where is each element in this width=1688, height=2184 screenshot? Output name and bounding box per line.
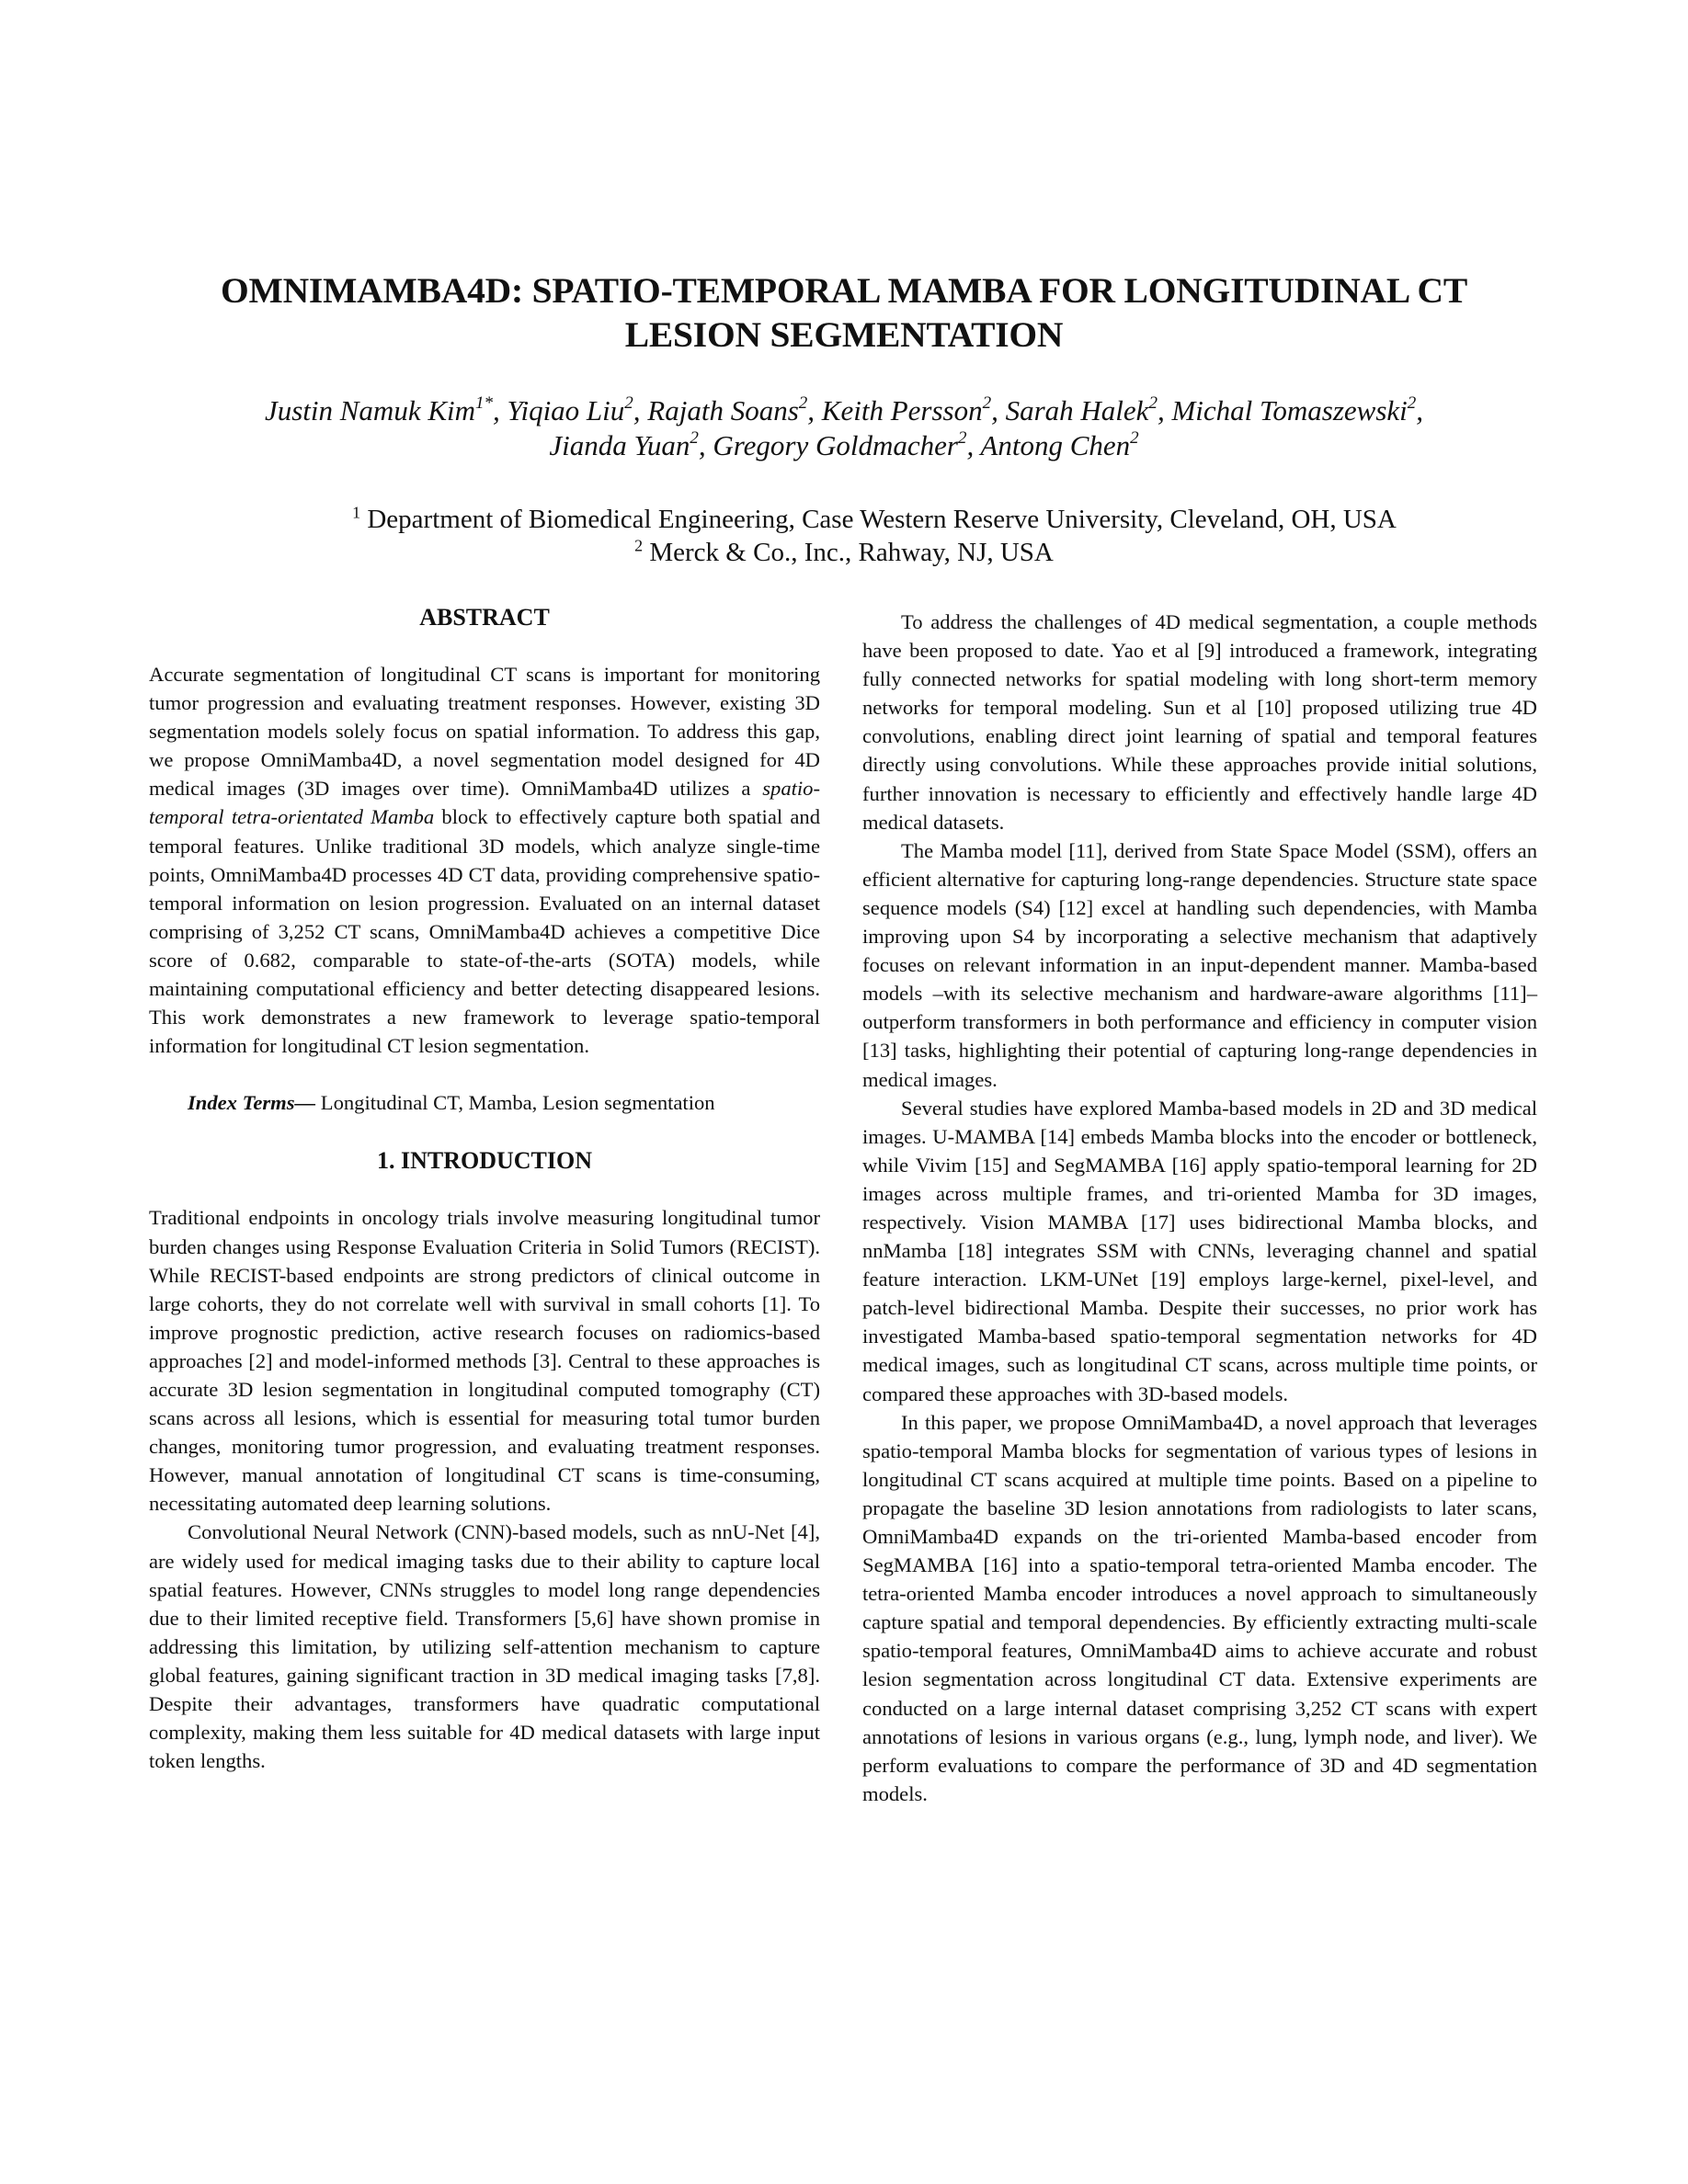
affiliation-1	[138, 503, 1550, 536]
affiliation-text: Department of Biomedical Engineering, Case Western Reserve University, Cleveland, OH, USA	[360, 505, 1397, 534]
author-affil-mark: 2	[1407, 392, 1417, 413]
author-affil-mark: 2	[1130, 427, 1139, 448]
paper-title	[138, 268, 1550, 357]
introduction-heading: 1. INTRODUCTION	[376, 1147, 593, 1175]
intro-paragraph-4: The Mamba model [11], derived from State Space Model (SSM), offers an efficient alternative for capturing long-range dependencies. Structure state space sequence models (S4) [12] excel at handling such dependencies, with Mamba improving upon S4 by incorporating a selective mechanism that adaptively focuses on relevant information in an input-dependent manner. Mamba-based models –with its selective mechanism and hardware-aware algorithms [11]– outperform transformers in both performance and efficiency in computer vision [13] tasks, highlighting their potential of capturing long-range dependencies in medical images.	[862, 838, 1537, 1091]
author-separator: ,	[966, 429, 981, 461]
author-affil-mark: 1*	[475, 392, 494, 413]
authors-line-1	[138, 393, 1550, 428]
intro-paragraph-1: Traditional endpoints in oncology trials involve measuring longitudinal tumor burden changes using Response Evaluation Criteria in Solid Tumors (RECIST). While RECIST-based endpoints are strong predictors of clinical outcome in large cohorts, they do not correlate well with survival in small cohorts [1]. To improve prognostic prediction, active research focuses on radiomics-based approaches [2] and model-informed methods [3]. Central to these approaches is accurate 3D lesion segmentation in longitudinal computed tomography (CT) scans across all lesions, which is essential for measuring total tumor burden changes, monitoring tumor progression, and evaluating treatment responses. However, manual annotation of longitudinal CT scans is time-consuming, necessitating automated deep learning solutions.	[149, 1206, 820, 1516]
author-separator: ,	[1157, 394, 1172, 427]
author-affil-mark: 2	[1148, 392, 1158, 413]
author-name: Yiqiao Liu	[507, 394, 625, 427]
author-name: Keith Persson	[821, 394, 983, 427]
author-name: Sarah Halek	[1005, 394, 1149, 427]
author-list	[138, 393, 1550, 463]
affiliation-text: Merck & Co., Inc., Rahway, NJ, USA	[643, 538, 1054, 567]
author-separator: ,	[991, 394, 1006, 427]
author-name: Justin Namuk Kim	[264, 394, 476, 427]
affiliation-number: 2	[634, 536, 644, 555]
authors-line-2	[138, 428, 1550, 463]
author-affil-mark: 2	[690, 427, 699, 448]
author-name: Rajath Soans	[647, 394, 799, 427]
abstract-text: Accurate segmentation of longitudinal CT scans is important for monitoring tumor progression and evaluating treatment responses. However, existing 3D segmentation models solely focus on spatial information. To address this gap, we propose OmniMamba4D, a novel segmentation model designed for 4D medical images (3D images over time). OmniMamba4D utilizes a	[149, 663, 820, 801]
affiliation-2	[138, 536, 1550, 569]
abstract-body	[149, 660, 820, 1060]
author-separator: ,	[633, 394, 648, 427]
author-affil-mark: 2	[982, 392, 992, 413]
author-affil-mark: 2	[957, 427, 967, 448]
index-terms	[149, 1088, 820, 1117]
author-name: Gregory Goldmacher	[713, 429, 958, 461]
author-affil-mark: 2	[798, 392, 808, 413]
index-terms-label: Index Terms—	[188, 1091, 316, 1115]
affiliations	[138, 503, 1550, 569]
author-separator: ,	[698, 429, 713, 461]
intro-paragraph-3: To address the challenges of 4D medical segmentation, a couple methods have been proposed to date. Yao et al [9] introduced a framework, integrating fully connected networks for spatial modeling with long short-term memory networks for temporal modeling. Sun et al [10] proposed utilizing true 4D convolutions, enabling direct joint learning of spatial and temporal features directly using convolutions. While these approaches provide initial solutions, further innovation is necessary to efficiently and effectively handle large 4D medical datasets.	[862, 610, 1537, 834]
title-line-1: OMNIMAMBA4D: SPATIO-TEMPORAL MAMBA FOR LONGITUDINAL CT	[221, 270, 1467, 311]
abstract-text: block to effectively capture both spatial and temporal features. Unlike traditional 3D models, which analyze single-time points, OmniMamba4D processes 4D CT data, providing comprehensive spatio-temporal information on lesion progression. Evaluated on an internal dataset comprising of 3,252 CT scans, OmniMamba4D achieves a competitive Dice score of 0.682, comparable to state-of-the-arts (SOTA) models, while maintaining computational efficiency and better detecting disappeared lesions. This work demonstrates a new framework to leverage spatio-temporal information for longitudinal CT lesion segmentation.	[149, 805, 820, 1058]
intro-paragraph-6: In this paper, we propose OmniMamba4D, a novel approach that leverages spatio-temporal Mamba blocks for segmentation of various types of lesions in longitudinal CT scans acquired at multiple time points. Based on a pipeline to propagate the baseline 3D lesion annotations from radiologists to later scans, OmniMamba4D expands on the tri-oriented Mamba-based encoder from SegMAMBA [16] into a spatio-temporal tetra-oriented Mamba encoder. The tetra-oriented Mamba encoder introduces a novel approach to simultaneously capture spatial and temporal dependencies. By efficiently extracting multi-scale spatio-temporal features, OmniMamba4D aims to achieve accurate and robust lesion segmentation across longitudinal CT data. Extensive experiments are conducted on a large internal dataset comprising 3,252 CT scans with expert annotations of lesions in various organs (e.g., lung, lymph node, and liver). We perform evaluations to compare the performance of 3D and 4D segmentation models.	[862, 1410, 1537, 1805]
author-separator: ,	[493, 394, 508, 427]
abstract-heading: ABSTRACT	[419, 604, 550, 631]
right-column	[862, 608, 1537, 1808]
title-line-2: LESION SEGMENTATION	[624, 314, 1064, 355]
author-name: Michal Tomaszewski	[1171, 394, 1408, 427]
intro-paragraph-5: Several studies have explored Mamba-based models in 2D and 3D medical images. U-MAMBA [14] embeds Mamba blocks into the encoder or bottleneck, while Vivim [15] and SegMAMBA [16] apply spatio-temporal learning for 2D images across multiple frames, and tri-oriented Mamba for 3D images, respectively. Vision MAMBA [17] uses bidirectional Mamba blocks, and nnMamba [18] integrates SSM with CNNs, leveraging channel and spatial feature interaction. LKM-UNet [19] employs large-kernel, pixel-level, and patch-level bidirectional Mamba. Despite their successes, no prior work has investigated Mamba-based spatio-temporal segmentation networks for 4D medical images, such as longitudinal CT scans, across multiple time points, or compared these approaches with 3D-based models.	[862, 1096, 1537, 1405]
affiliation-number: 1	[352, 503, 361, 522]
author-separator: ,	[1416, 394, 1424, 427]
author-affil-mark: 2	[624, 392, 633, 413]
author-name: Antong Chen	[980, 429, 1131, 461]
left-column	[149, 603, 820, 1775]
intro-paragraph-2: Convolutional Neural Network (CNN)-based models, such as nnU-Net [4], are widely used for medical imaging tasks due to their ability to capture local spatial features. However, CNNs struggles to model long range dependencies due to their limited receptive field. Transformers [5,6] have shown promise in addressing this limitation, by utilizing self-attention mechanism to capture global features, gaining significant traction in 3D medical imaging tasks [7,8]. Despite their advantages, transformers have quadratic computational complexity, making them less suitable for 4D medical datasets with large input token lengths.	[149, 1520, 820, 1773]
author-separator: ,	[807, 394, 822, 427]
author-name: Jianda Yuan	[549, 429, 690, 461]
index-terms-list: Longitudinal CT, Mamba, Lesion segmentation	[315, 1091, 715, 1115]
abstract-emphasis: spatio-temporal tetra-orientated Mamba	[149, 777, 820, 829]
